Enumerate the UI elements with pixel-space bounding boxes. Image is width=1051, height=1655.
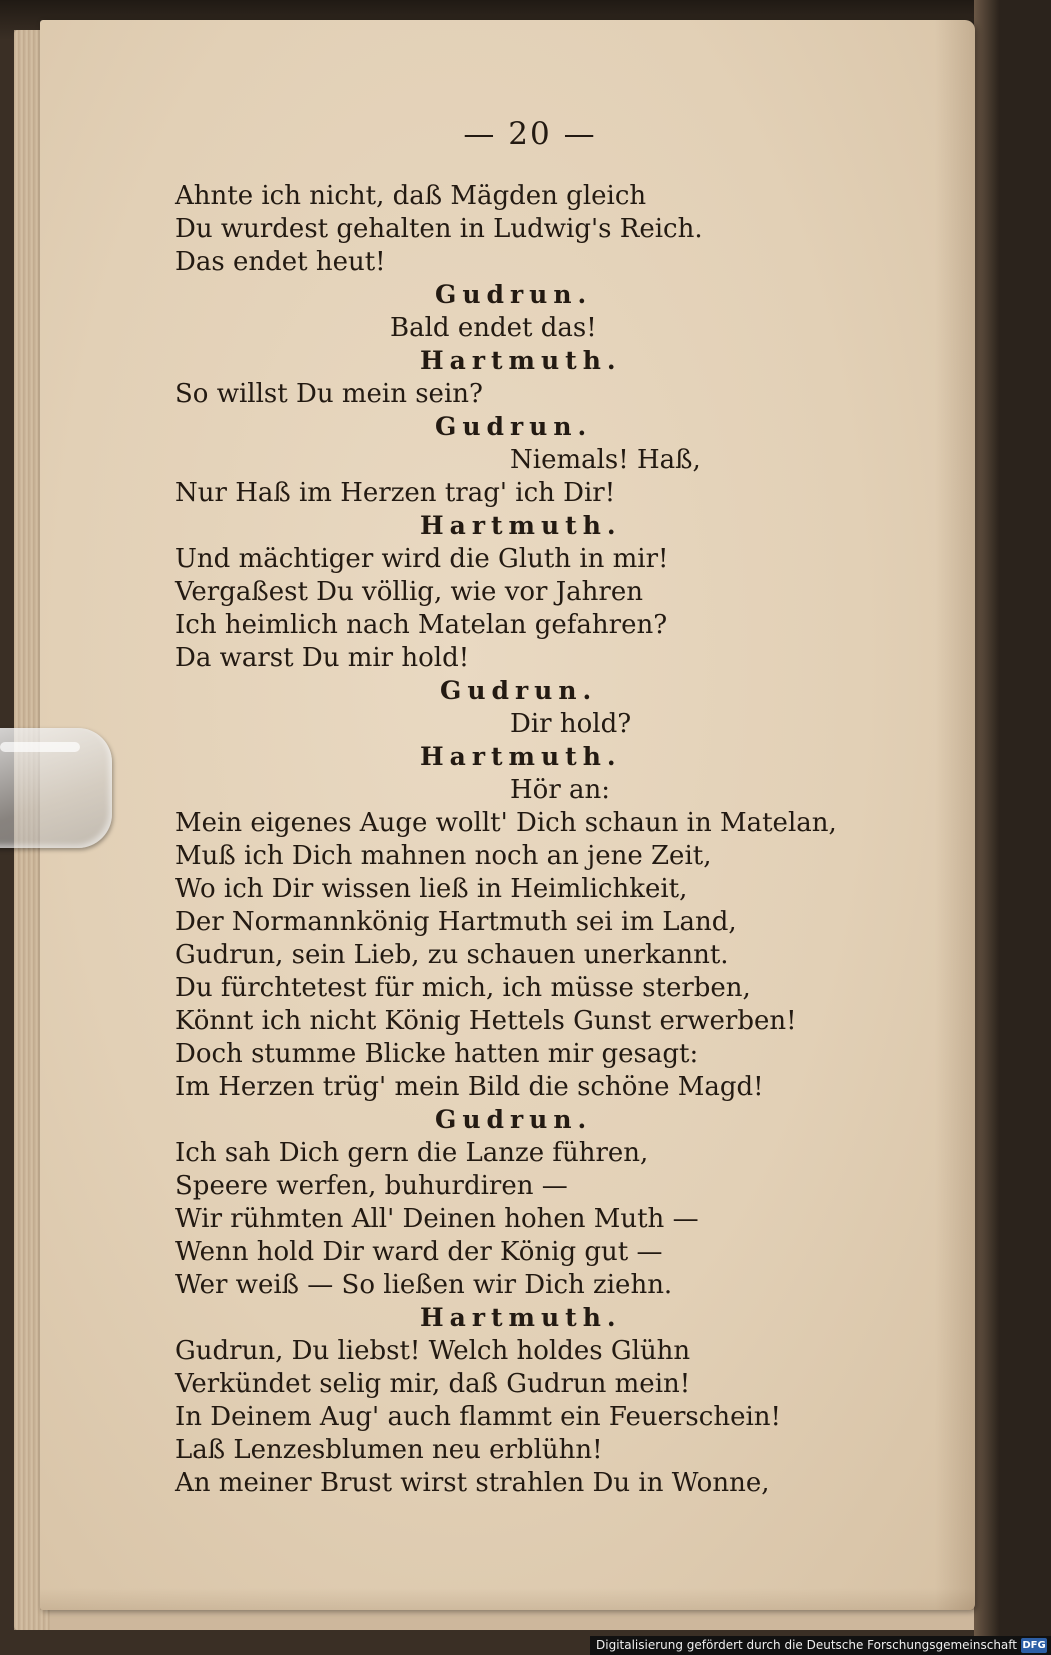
verse-line: Du wurdest gehalten in Ludwig's Reich. <box>175 214 703 244</box>
speaker-name: Hartmuth. <box>420 742 622 771</box>
verse-line: Ahnte ich nicht, daß Mägden gleich <box>175 181 647 211</box>
verse-line: Wenn hold Dir ward der König gut — <box>175 1237 663 1267</box>
speaker-name: Gudrun. <box>440 676 598 705</box>
verse-line: Du fürchtetest für mich, ich müsse sterben, <box>175 973 751 1003</box>
digitization-credit <box>590 1636 1051 1655</box>
verse-line: Ich heimlich nach Matelan gefahren? <box>175 610 668 640</box>
verse-line: Vergaßest Du völlig, wie vor Jahren <box>175 577 643 607</box>
verse-line: Gudrun, Du liebst! Welch holdes Glühn <box>175 1336 691 1366</box>
verse-line: Muß ich Dich mahnen noch an jene Zeit, <box>175 841 712 871</box>
verse-line: Das endet heut! <box>175 247 386 277</box>
speaker-name: Hartmuth. <box>420 1303 622 1332</box>
speaker-name: Hartmuth. <box>420 511 622 540</box>
verse-line: Da warst Du mir hold! <box>175 643 470 673</box>
page-clip <box>0 728 112 848</box>
verse-line: Verkündet selig mir, daß Gudrun mein! <box>175 1369 691 1399</box>
verse-line: An meiner Brust wirst strahlen Du in Wonne, <box>175 1468 770 1498</box>
speaker-name: Hartmuth. <box>420 346 622 375</box>
verse-line: Ich sah Dich gern die Lanze führen, <box>175 1138 649 1168</box>
verse-line: Mein eigenes Auge wollt' Dich schaun in Matelan, <box>175 808 837 838</box>
verse-line: Wir rühmten All' Deinen hohen Muth — <box>175 1204 699 1234</box>
verse-line: So willst Du mein sein? <box>175 379 483 409</box>
verse-line: Niemals! Haß, <box>510 445 701 475</box>
credit-text: Digitalisierung gefördert durch die Deutsche Forschungsgemeinschaft <box>596 1638 1018 1652</box>
verse-line: Doch stumme Blicke hatten mir gesagt: <box>175 1039 699 1069</box>
speaker-name: Gudrun. <box>435 280 593 309</box>
verse-line: Und mächtiger wird die Gluth in mir! <box>175 544 669 574</box>
verse-line: Nur Haß im Herzen trag' ich Dir! <box>175 478 616 508</box>
verse-line: Bald endet das! <box>390 313 597 343</box>
clip-highlight <box>0 742 80 752</box>
verse-line: Hör an: <box>510 775 611 805</box>
verse-line: In Deinem Aug' auch flammt ein Feuerschein! <box>175 1402 781 1432</box>
dfg-logo: DFG <box>1022 1640 1046 1651</box>
verse-line: Könnt ich nicht König Hettels Gunst erwerben! <box>175 1006 797 1036</box>
book-page <box>40 20 975 1610</box>
scanner-background-right <box>974 0 1000 1655</box>
verse-line: Wo ich Dir wissen ließ in Heimlichkeit, <box>175 874 688 904</box>
verse-line: Dir hold? <box>510 709 632 739</box>
verse-line: Im Herzen trüg' mein Bild die schöne Magd! <box>175 1072 764 1102</box>
verse-line: Wer weiß — So ließen wir Dich ziehn. <box>175 1270 673 1300</box>
page-text <box>40 20 975 1610</box>
verse-line: Gudrun, sein Lieb, zu schauen unerkannt. <box>175 940 729 970</box>
speaker-name: Gudrun. <box>435 412 593 441</box>
verse-line: Der Normannkönig Hartmuth sei im Land, <box>175 907 737 937</box>
verse-line: Laß Lenzesblumen neu erblühn! <box>175 1435 603 1465</box>
speaker-name: Gudrun. <box>435 1105 593 1134</box>
page-number: — 20 — <box>463 116 597 152</box>
verse-line: Speere werfen, buhurdiren — <box>175 1171 568 1201</box>
